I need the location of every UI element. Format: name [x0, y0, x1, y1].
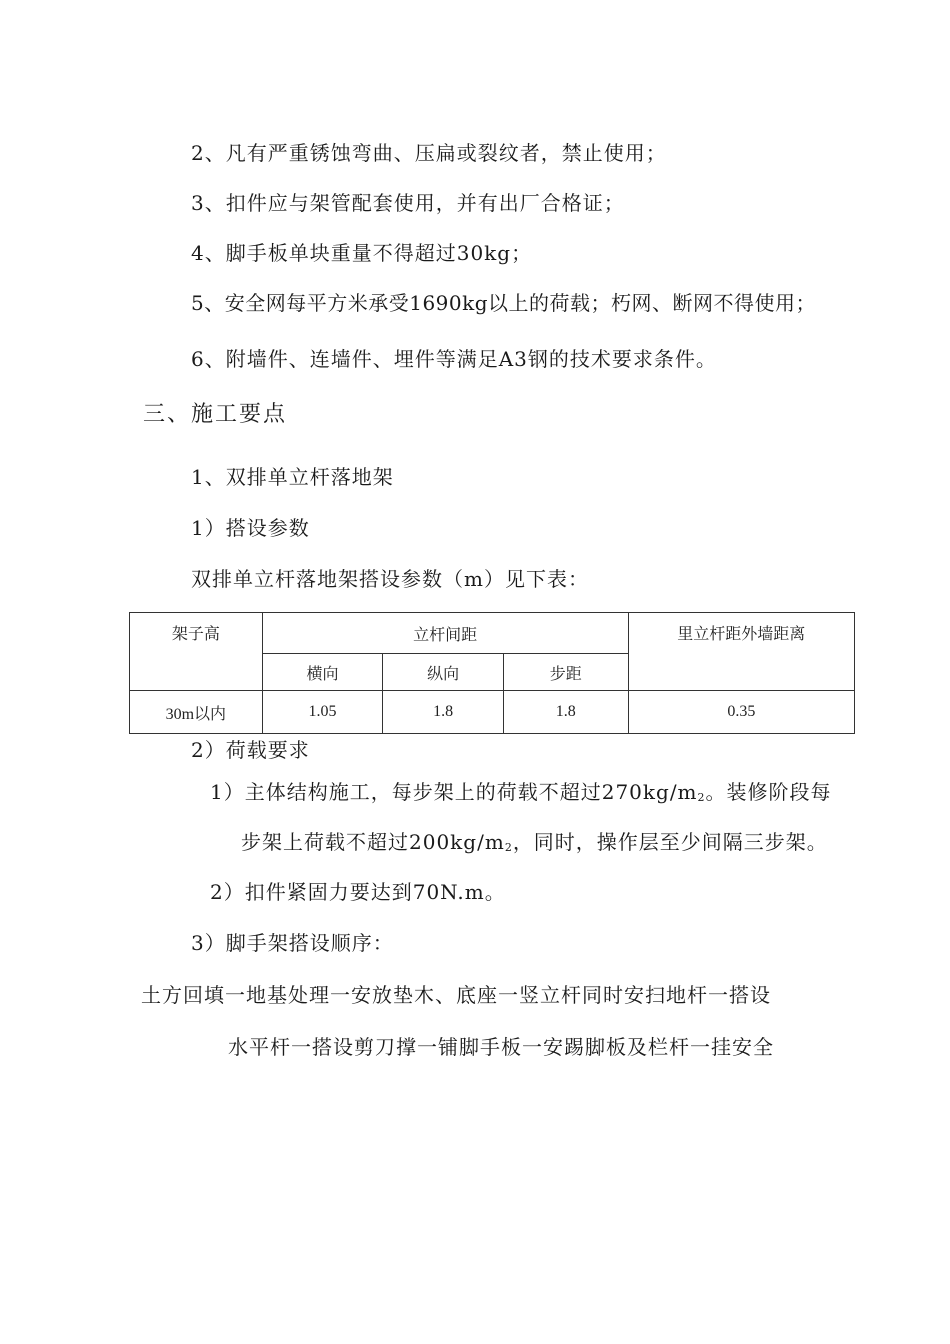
subsection-erection-sequence: 3）脚手架搭设顺序： [191, 931, 394, 955]
subsection-1-title: 1、双排单立杆落地架 [191, 465, 394, 489]
subheader-step: 步距 [503, 654, 628, 691]
load-requirement-2: 2）扣件紧固力要达到70N.m。 [210, 880, 506, 904]
load-requirement-1a [210, 780, 832, 808]
item-4: 4、脚手板单块重量不得超过30kg； [191, 241, 533, 265]
load-requirement-1b [241, 830, 828, 858]
item-3: 3、扣件应与架管配套使用，并有出厂合格证； [191, 191, 625, 215]
load-1a-unit: 2 [697, 791, 706, 804]
subheader-transverse: 横向 [262, 654, 383, 691]
item-2: 2、凡有严重锈蚀弯曲、压扁或裂纹者，禁止使用； [191, 141, 667, 165]
header-scaffold-height: 架子高 [130, 613, 263, 691]
cell-transverse: 1.05 [262, 691, 383, 734]
subsection-setup-params: 1）搭设参数 [191, 516, 310, 540]
header-pole-spacing: 立杆间距 [262, 613, 628, 654]
cell-height: 30m以内 [130, 691, 263, 734]
table-row [130, 691, 855, 734]
load-1a-tail: 。装修阶段每 [705, 780, 832, 804]
load-1b-tail: ，同时，操作层至少间隔三步架。 [512, 830, 828, 854]
cell-step: 1.8 [503, 691, 628, 734]
subsection-load-requirements: 2）荷载要求 [191, 738, 310, 762]
cell-inner-distance: 0.35 [628, 691, 854, 734]
load-1b-text: 步架上荷载不超过200kg/m [241, 830, 505, 854]
scaffold-params-table [129, 612, 855, 734]
subheader-longitudinal: 纵向 [383, 654, 504, 691]
load-1b-unit: 2 [504, 841, 513, 854]
sequence-line-2: 水平杆一搭设剪刀撑一铺脚手板一安踢脚板及栏杆一挂安全 [228, 1035, 774, 1059]
sequence-line-1: 土方回填一地基处理一安放垫木、底座一竖立杆同时安扫地杆一搭设 [141, 983, 771, 1007]
table-intro: 双排单立杆落地架搭设参数（m）见下表： [191, 567, 589, 591]
item-6: 6、附墙件、连墙件、埋件等满足A3钢的技术要求条件。 [191, 347, 717, 371]
load-1a-text: 1）主体结构施工，每步架上的荷载不超过270kg/m [210, 780, 698, 804]
cell-longitudinal: 1.8 [383, 691, 504, 734]
section-title: 三、施工要点 [143, 402, 288, 427]
item-5: 5、安全网每平方米承受1690kg以上的荷载；朽网、断网不得使用； [191, 291, 817, 315]
header-inner-pole-distance: 里立杆距外墙距离 [628, 613, 854, 691]
